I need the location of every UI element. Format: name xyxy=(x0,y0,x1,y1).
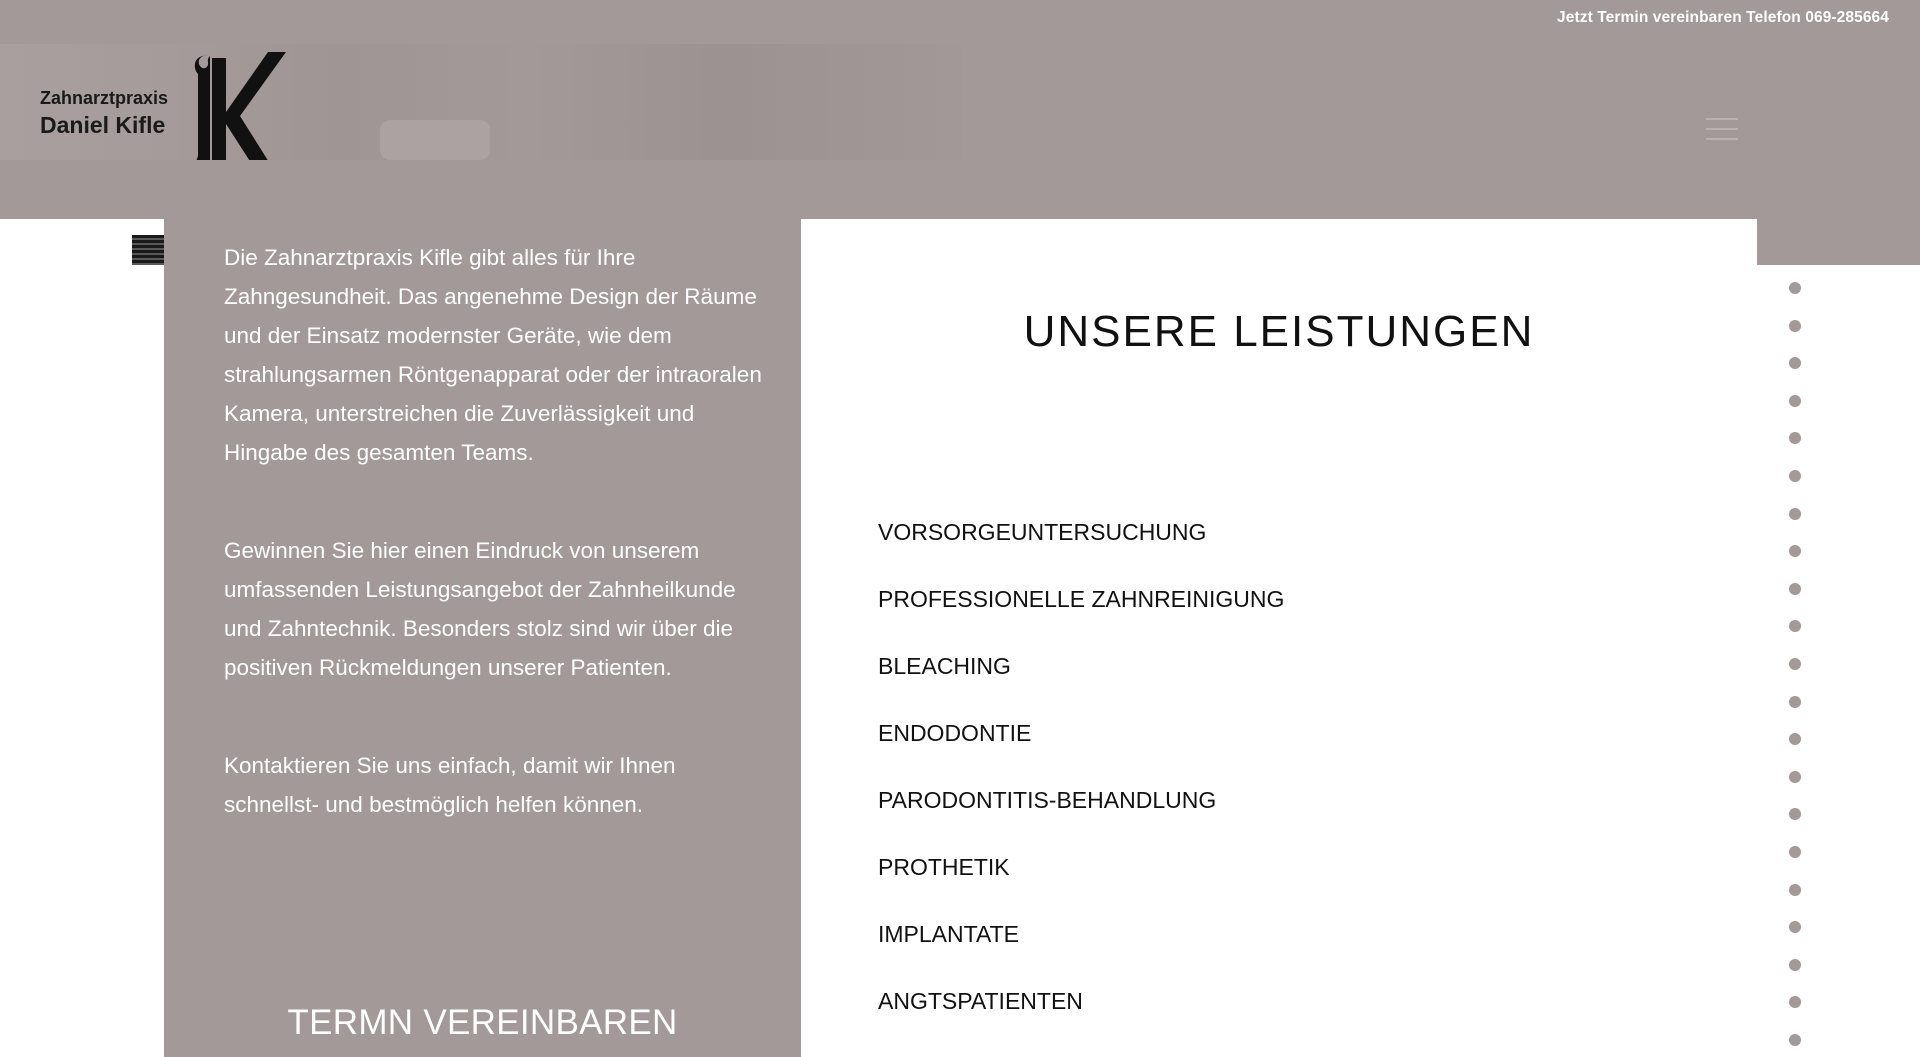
section-nav-dot[interactable] xyxy=(1789,620,1801,632)
section-nav-dot[interactable] xyxy=(1789,583,1801,595)
header-band-extension xyxy=(1757,219,1920,265)
service-link-zahnreinigung[interactable]: PROFESSIONELLE ZAHNREINIGUNG xyxy=(878,586,1285,612)
section-nav-dot[interactable] xyxy=(1789,282,1801,294)
service-link-vorsorgeuntersuchung[interactable]: VORSORGEUNTERSUCHUNG xyxy=(878,519,1207,545)
logo-line-2: Daniel Kifle xyxy=(40,112,166,138)
section-nav-dot[interactable] xyxy=(1789,733,1801,745)
section-nav-dot[interactable] xyxy=(1789,508,1801,520)
services-heading: UNSERE LEISTUNGEN xyxy=(1023,307,1535,356)
section-nav-dot[interactable] xyxy=(1789,696,1801,708)
section-nav-dot[interactable] xyxy=(1789,846,1801,858)
intro-paragraph-2: Gewinnen Sie hier einen Eindruck von unserem umfassenden Leistungsangebot der Zahnheilkunde und Zahntechnik. Besonders stolz sind wir über die positiven Rückmeldungen unserer Patienten. xyxy=(224,538,736,680)
hamburger-bar xyxy=(1706,138,1738,140)
section-nav-dot[interactable] xyxy=(1789,996,1801,1008)
hamburger-bar xyxy=(1706,128,1738,130)
service-link-endodontie[interactable]: ENDODONTIE xyxy=(878,720,1032,746)
section-nav-dot[interactable] xyxy=(1789,808,1801,820)
logo-line-1: Zahnarztpraxis xyxy=(40,88,169,108)
section-nav-dot[interactable] xyxy=(1789,959,1801,971)
service-link-implantate[interactable]: IMPLANTATE xyxy=(878,921,1019,947)
service-link-parodontitis[interactable]: PARODONTITIS-BEHANDLUNG xyxy=(878,787,1217,813)
section-nav-dot[interactable] xyxy=(1789,357,1801,369)
section-nav-dot[interactable] xyxy=(1789,545,1801,557)
intro-paragraph-1: Die Zahnarztpraxis Kifle gibt alles für Ihre Zahngesundheit. Das angenehme Design der Räume und der Einsatz modernster Geräte, wie dem strahlungsarmen Röntgenapparat oder der intraoralen Kamera, unterstreichen die Zuverlässigkeit und Hingabe des gesamten Teams. xyxy=(224,245,762,465)
service-link-angstpatienten[interactable]: ANGTSPATIENTEN xyxy=(878,988,1083,1014)
intro-panel xyxy=(164,160,801,1057)
hamburger-menu-icon[interactable] xyxy=(1706,118,1738,140)
section-nav-dot[interactable] xyxy=(1789,771,1801,783)
service-link-prothetik[interactable]: PROTHETIK xyxy=(878,854,1010,880)
section-nav-dot[interactable] xyxy=(1789,884,1801,896)
section-nav-dot[interactable] xyxy=(1789,658,1801,670)
contact-phone-link[interactable]: Jetzt Termin vereinbaren Telefon 069-285664 xyxy=(1557,9,1889,26)
appointment-cta-button[interactable]: TERMN VEREINBAREN xyxy=(287,1003,678,1042)
intro-paragraph-3: Kontaktieren Sie uns einfach, damit wir Ihnen schnellst- und bestmöglich helfen können. xyxy=(224,753,676,817)
section-nav-dot[interactable] xyxy=(1789,320,1801,332)
section-nav-dot[interactable] xyxy=(1789,921,1801,933)
photo-fragment xyxy=(132,235,164,265)
section-nav-dot[interactable] xyxy=(1789,1034,1801,1046)
service-link-bleaching[interactable]: BLEACHING xyxy=(878,653,1011,679)
section-nav-dot[interactable] xyxy=(1789,395,1801,407)
hamburger-bar xyxy=(1706,118,1738,120)
section-nav-dot[interactable] xyxy=(1789,432,1801,444)
section-nav-dot[interactable] xyxy=(1789,470,1801,482)
